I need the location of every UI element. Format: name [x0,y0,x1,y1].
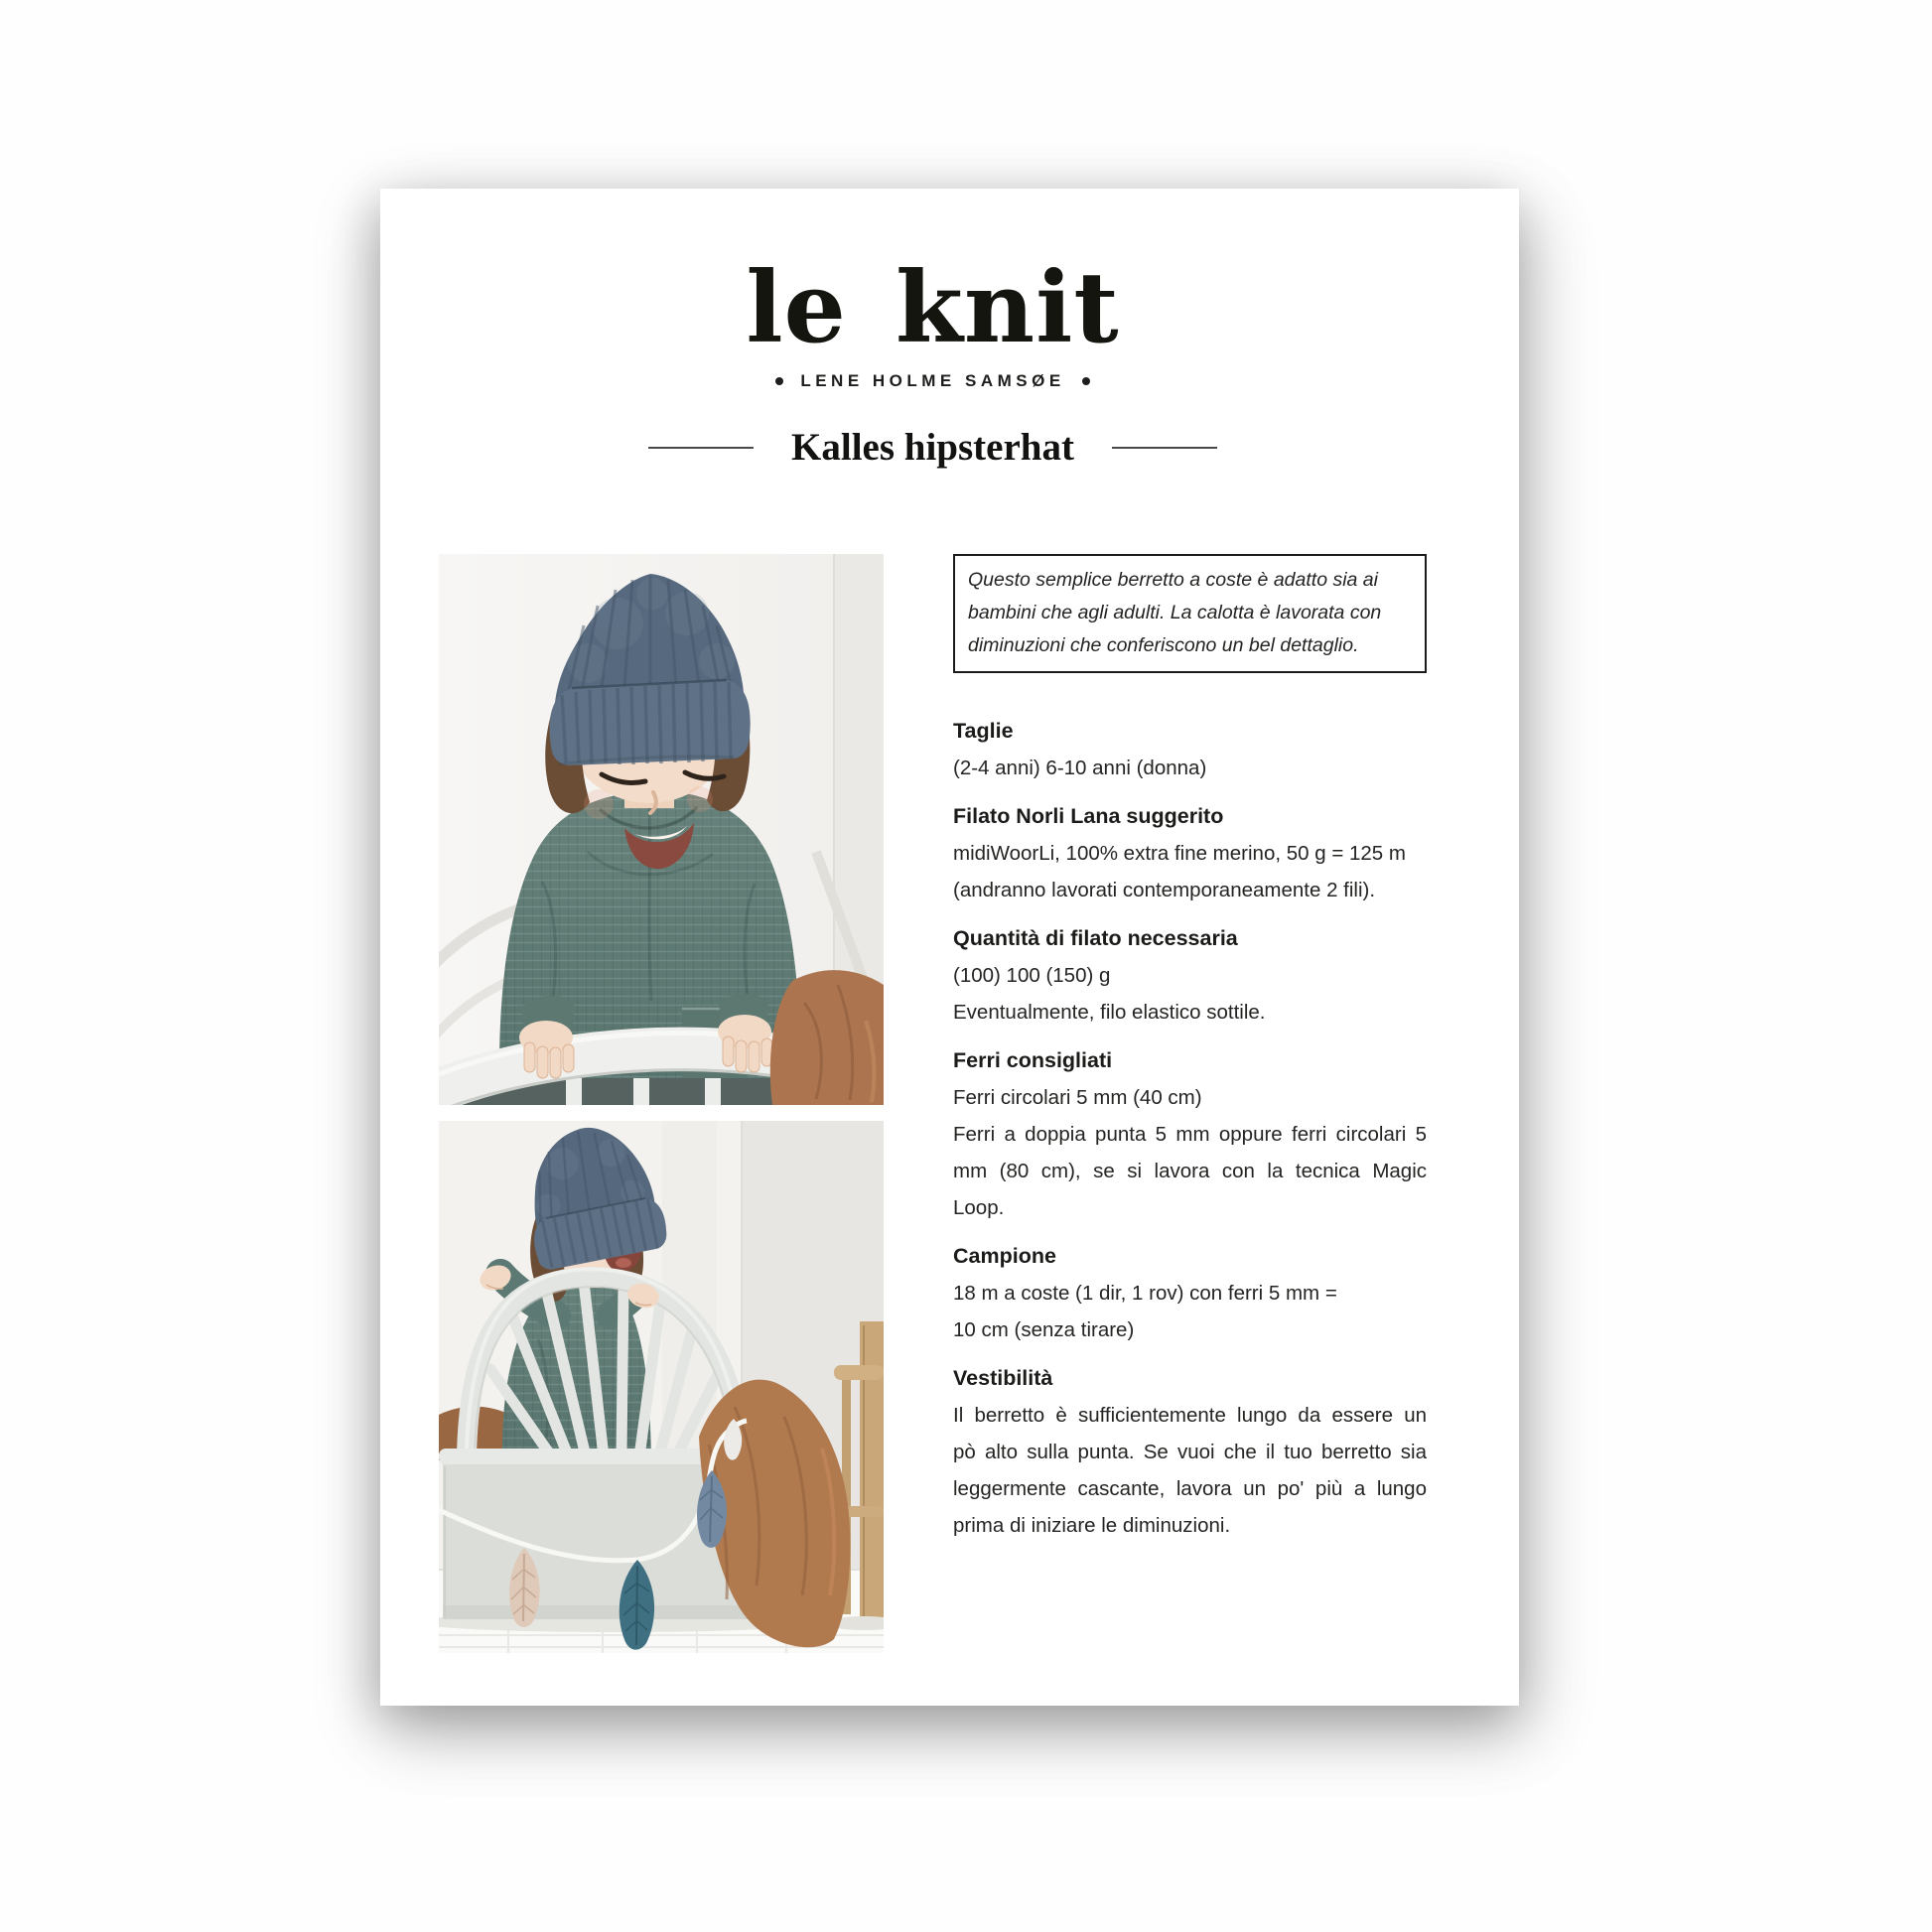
section-line: midiWoorLi, 100% extra fine merino, 50 g = 125 m [953,842,1406,865]
photo-child-in-crib [439,1121,884,1653]
intro-line: diminuzioni che conferiscono un bel dettaglio. [968,634,1359,656]
section-line: Ferri circolari 5 mm (40 cm) [953,1086,1202,1109]
rust-fabric [770,970,884,1105]
intro-line: bambini che agli adulti. La calotta è lavorata con [968,602,1382,623]
title-rule-left [648,447,754,449]
section-heading: Campione [953,1244,1056,1268]
section-line: Ferri a doppia punta 5 mm oppure ferri circolari 5 [953,1123,1427,1146]
section-line: (100) 100 (150) g [953,964,1111,987]
section-heading: Vestibilità [953,1366,1053,1390]
pattern-section [953,1042,1427,1226]
brand-byline-row [439,371,1427,391]
title-rule-right [1112,447,1217,449]
section-line: Eventualmente, filo elastico sottile. [953,1001,1266,1024]
info-column [953,554,1427,1544]
section-heading: Ferri consigliati [953,1048,1113,1072]
section-line: (andranno lavorati contemporaneamente 2 fili). [953,879,1376,901]
photo-child-standing-illustration [439,554,884,1105]
section-line: prima di iniziare le diminuzioni. [953,1514,1231,1537]
section-heading: Filato Norli Lana suggerito [953,804,1224,828]
section-line: Il berretto è sufficientemente lungo da essere un [953,1404,1427,1427]
pattern-title: Kalles hipsterhat [791,426,1074,469]
section-line: leggermente cascante, lavora un po' più a lungo [953,1477,1427,1500]
byline-bullet-icon [775,377,783,385]
section-heading: Quantità di filato necessaria [953,926,1238,950]
photo-child-standing [439,554,884,1105]
pattern-section [953,1360,1427,1544]
section-line: pò alto sulla punta. Se vuoi che il tuo berretto sia [953,1441,1427,1463]
pattern-sheet [380,189,1519,1706]
photo-column [439,554,884,1653]
section-heading: Taglie [953,719,1014,743]
section-line: 18 m a coste (1 dir, 1 rov) con ferri 5 mm = [953,1282,1337,1305]
pattern-section [953,1238,1427,1348]
section-line: 10 cm (senza tirare) [953,1318,1135,1341]
sheet-header [439,251,1427,470]
pattern-section [953,798,1427,908]
sections [953,713,1427,1544]
section-line: Loop. [953,1196,1005,1219]
section-line: mm (80 cm), se si lavora con la tecnica Magic [953,1160,1427,1182]
pattern-section [953,920,1427,1031]
photo-child-in-crib-illustration [439,1121,884,1653]
byline-bullet-icon [1082,377,1090,385]
pattern-section [953,713,1427,786]
brand-byline: LENE HOLME SAMSØE [800,371,1065,390]
intro-box [953,554,1427,673]
title-row [439,425,1427,470]
intro-line: Questo semplice berretto a coste è adatto sia ai [968,569,1378,591]
section-line: (2-4 anni) 6-10 anni (donna) [953,757,1207,779]
brand-logo: le knit [746,251,1120,365]
